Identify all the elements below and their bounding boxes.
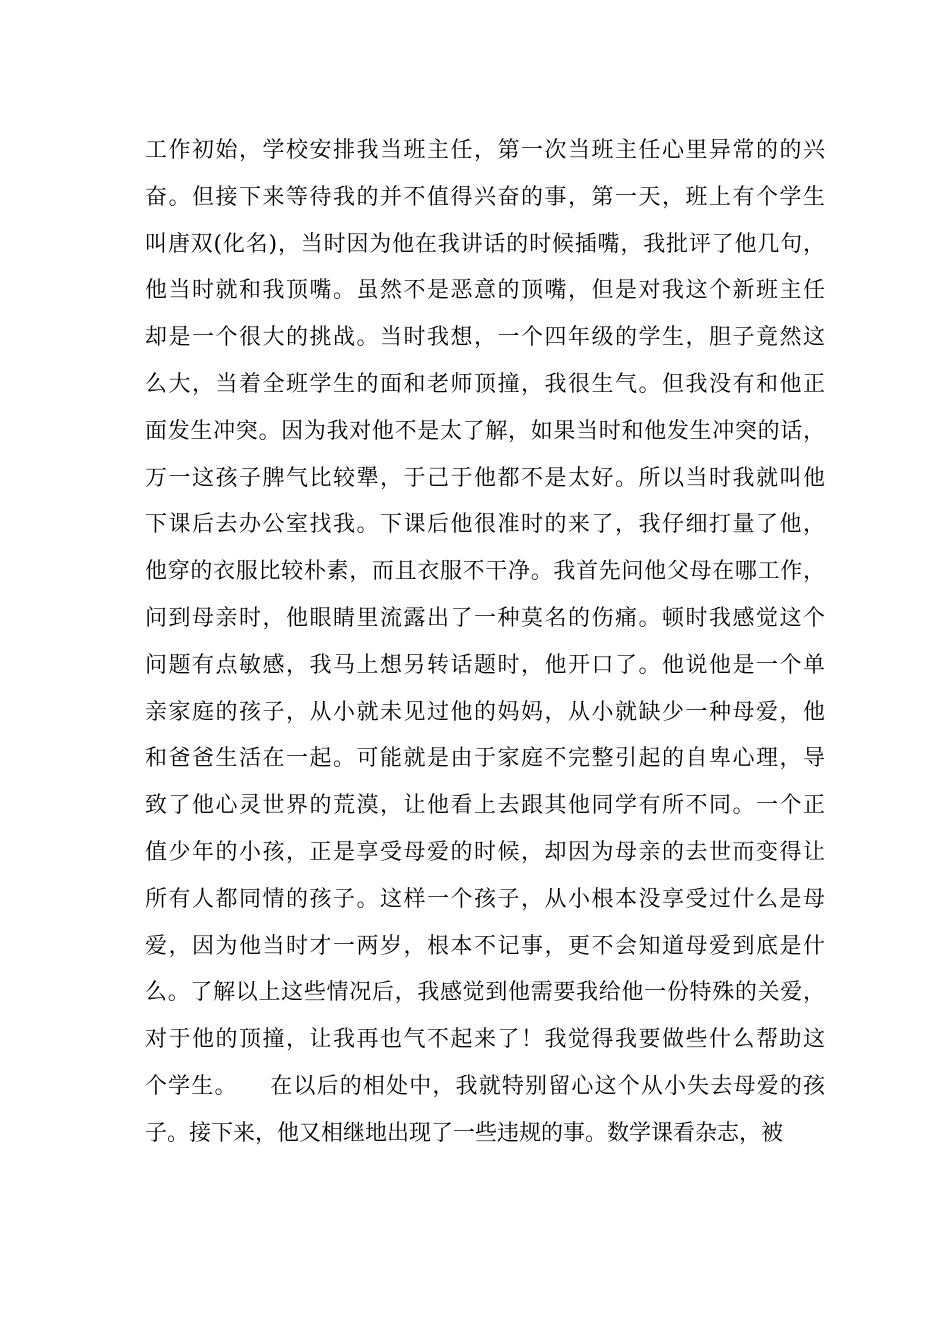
body-text	[145, 128, 825, 1158]
text-line: 和爸爸生活在一起。可能就是由于家庭不完整引起的自卑心理，导	[145, 746, 825, 772]
text-line: 么大，当着全班学生的面和老师顶撞，我很生气。但我没有和他正	[145, 371, 825, 397]
text-line: 却是一个很大的挑战。当时我想，一个四年级的学生，胆子竟然这	[145, 325, 825, 351]
text-line: 问到母亲时，他眼睛里流露出了一种莫名的伤痛。顿时我感觉这个	[145, 605, 825, 631]
text-line: 下课后去办公室找我。下课后他很准时的来了，我仔细打量了他，	[145, 512, 825, 538]
text-line: 致了他心灵世界的荒漠，让他看上去跟其他同学有所不同。一个正	[145, 793, 825, 819]
text-line: 万一这孩子脾气比较犟，于己于他都不是太好。所以当时我就叫他	[145, 465, 825, 491]
text-line: 子。接下来，他又相继地出现了一些违规的事。数学课看杂志，被	[145, 1120, 784, 1146]
text-line: 所有人都同情的孩子。这样一个孩子，从小根本没享受过什么是母	[145, 886, 825, 912]
text-line: 问题有点敏感，我马上想另转话题时，他开口了。他说他是一个单	[145, 652, 825, 678]
text-line: 他穿的衣服比较朴素，而且衣服不干净。我首先问他父母在哪工作，	[145, 559, 825, 585]
text-line: 亲家庭的孩子，从小就未见过他的妈妈，从小就缺少一种母爱，他	[145, 699, 825, 725]
text-line: 值少年的小孩，正是享受母爱的时候，却因为母亲的去世而变得让	[145, 839, 825, 865]
text-line: 奋。但接下来等待我的并不值得兴奋的事，第一天，班上有个学生	[145, 184, 825, 210]
text-line: 工作初始，学校安排我当班主任，第一次当班主任心里异常的的兴	[145, 138, 825, 163]
text-line: 面发生冲突。因为我对他不是太了解，如果当时和他发生冲突的话，	[145, 418, 825, 444]
text-line: 叫唐双(化名)，当时因为他在我讲话的时候插嘴，我批评了他几句，	[145, 231, 825, 257]
text-line: 么。了解以上这些情况后，我感觉到他需要我给他一份特殊的关爱，	[145, 980, 825, 1006]
text-line: 个学生。 在以后的相处中，我就特别留心这个从小失去母爱的孩	[145, 1073, 825, 1099]
text-line: 他当时就和我顶嘴。虽然不是恶意的顶嘴，但是对我这个新班主任	[145, 278, 825, 304]
text-line: 对于他的顶撞，让我再也气不起来了！我觉得我要做些什么帮助这	[145, 1027, 825, 1053]
text-line: 爱，因为他当时才一两岁，根本不记事，更不会知道母爱到底是什	[145, 933, 825, 959]
